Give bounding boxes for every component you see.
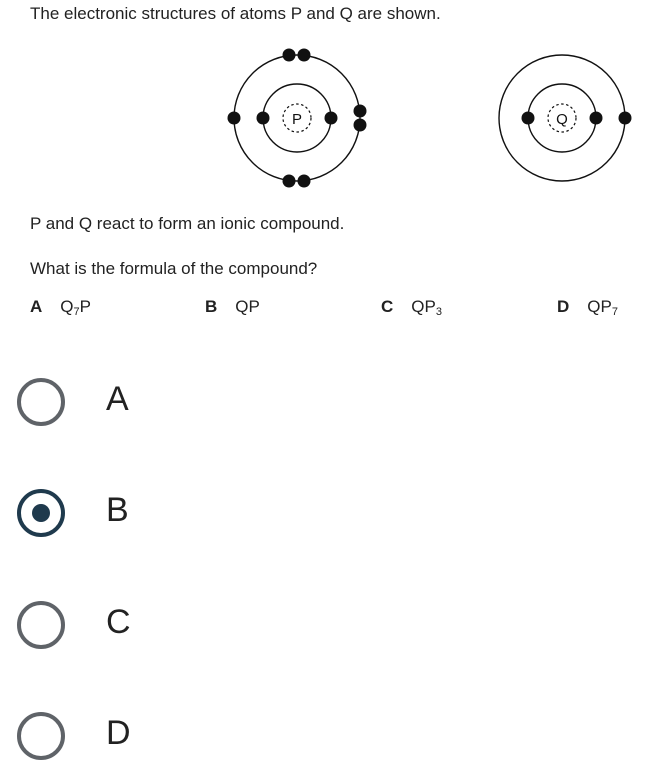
electron (325, 112, 338, 125)
electron (283, 175, 296, 188)
answer-label-a: A (106, 380, 129, 418)
option-letter: B (205, 297, 218, 316)
option-d-formula: D $QP_7$ (557, 297, 618, 318)
electron (257, 112, 270, 125)
question-prompt: What is the formula of the compound? (30, 259, 318, 278)
answer-label-d: D (106, 714, 131, 752)
answer-choice-b[interactable] (0, 477, 651, 557)
electron (590, 112, 603, 125)
atom-q-symbol: Q (556, 111, 568, 128)
radio-selected-dot (32, 504, 50, 522)
option-letter: D (557, 297, 570, 316)
answer-choice-c[interactable] (0, 589, 651, 669)
option-a-formula: A $Q_7P$ (30, 297, 91, 318)
radio-button-c[interactable] (17, 601, 65, 649)
answer-choice-a[interactable] (0, 366, 651, 446)
radio-button-b[interactable] (17, 489, 65, 537)
option-letter: C (381, 297, 394, 316)
option-b-formula: B QP (205, 297, 260, 316)
question-react-statement: P and Q react to form an ionic compound. (30, 214, 345, 233)
answer-label-b: B (106, 491, 129, 529)
answer-choice-d[interactable] (0, 700, 651, 780)
atom-p-diagram (228, 49, 367, 188)
electron (619, 112, 632, 125)
electron (354, 119, 367, 132)
question-intro: The electronic structures of atoms P and Q are shown. (30, 4, 441, 23)
radio-button-a[interactable] (17, 378, 65, 426)
atom-q-diagram (499, 55, 632, 181)
electron (522, 112, 535, 125)
option-c-formula: C $QP_3$ (381, 297, 442, 318)
electron-structure-diagram (0, 40, 651, 200)
electron (298, 49, 311, 62)
electron (298, 175, 311, 188)
electron (228, 112, 241, 125)
electron (354, 105, 367, 118)
radio-button-d[interactable] (17, 712, 65, 760)
option-letter: A (30, 297, 43, 316)
atom-p-symbol: P (291, 111, 303, 128)
answer-label-c: C (106, 603, 131, 641)
electron (283, 49, 296, 62)
